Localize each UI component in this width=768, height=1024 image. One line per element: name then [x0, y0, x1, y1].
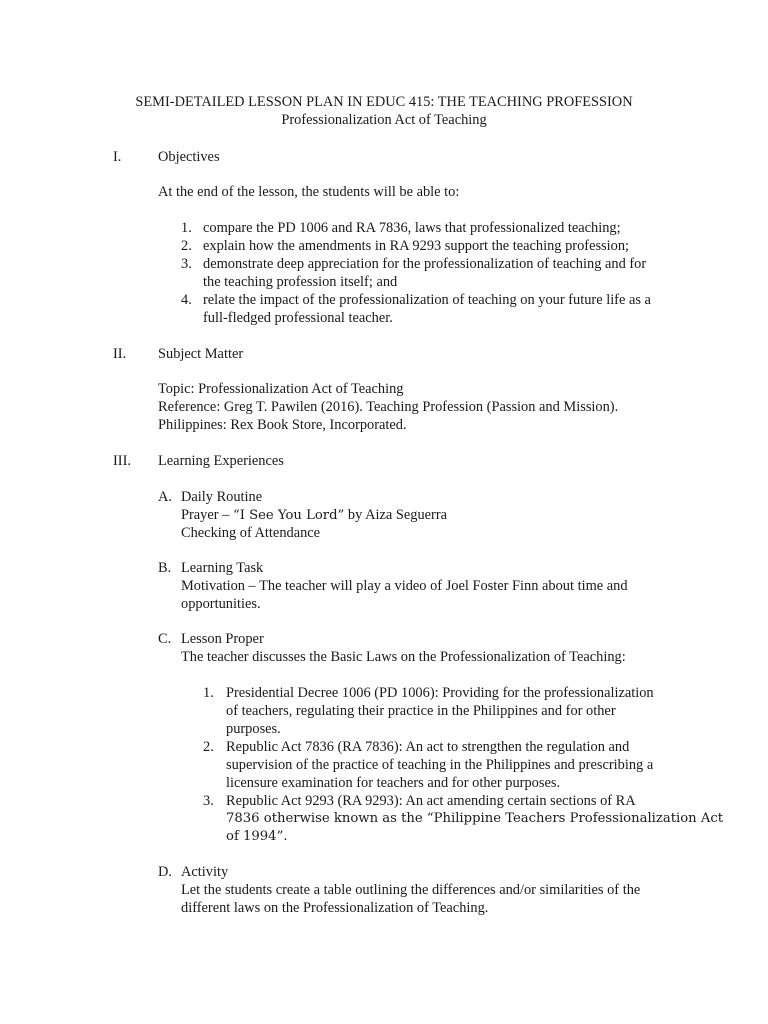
- document-subtitle: Professionalization Act of Teaching: [281, 112, 487, 128]
- law-text: purposes.: [226, 721, 281, 737]
- objective-text: relate the impact of the professionalization of teaching on your future life as a: [203, 292, 651, 308]
- activity-text: Let the students create a table outlining the differences and/or similarities of the: [181, 882, 641, 898]
- objective-text: the teaching profession itself; and: [203, 274, 398, 290]
- law-text: supervision of the practice of teaching in the Philippines and prescribing a: [226, 757, 654, 773]
- subject-reference: Reference: Greg T. Pawilen (2016). Teaching Profession (Passion and Mission).: [158, 399, 619, 415]
- law-text: of 1994”.: [226, 829, 288, 844]
- law-text: Republic Act 9293 (RA 9293): An act amending certain sections of RA: [226, 793, 636, 809]
- subsection-d-title: Activity: [181, 864, 229, 880]
- section-2-numeral: II.: [113, 346, 127, 362]
- objective-text: full-fledged professional teacher.: [203, 310, 393, 326]
- section-1-numeral: I.: [113, 149, 122, 165]
- prayer-line: [181, 506, 447, 525]
- objective-number: 4.: [181, 292, 192, 308]
- subsection-b-title: Learning Task: [181, 560, 264, 576]
- law-text: of teachers, regulating their practice in the Philippines and for other: [226, 703, 616, 719]
- objectives-intro: At the end of the lesson, the students will be able to:: [158, 184, 460, 200]
- subsection-b-letter: B.: [158, 560, 172, 576]
- subject-topic: Topic: Professionalization Act of Teaching: [158, 381, 404, 397]
- law-number: 1.: [203, 685, 214, 701]
- law-text: Republic Act 7836 (RA 7836): An act to strengthen the regulation and: [226, 739, 630, 755]
- law-text: Presidential Decree 1006 (PD 1006): Providing for the professionalization: [226, 685, 654, 701]
- objective-text: compare the PD 1006 and RA 7836, laws that professionalized teaching;: [203, 220, 621, 236]
- section-2-heading: Subject Matter: [158, 346, 244, 362]
- section-1-heading: Objectives: [158, 149, 220, 165]
- section-3-numeral: III.: [113, 453, 131, 469]
- law-number: 2.: [203, 739, 214, 755]
- attendance-line: Checking of Attendance: [181, 525, 321, 541]
- objective-number: 2.: [181, 238, 192, 254]
- subsection-d-letter: D.: [158, 864, 172, 880]
- motivation-text: Motivation – The teacher will play a video of Joel Foster Finn about time and: [181, 578, 628, 594]
- subsection-a-letter: A.: [158, 489, 172, 505]
- objective-text: demonstrate deep appreciation for the professionalization of teaching and for: [203, 256, 647, 272]
- prayer-artist: by Aiza Seguerra: [344, 507, 448, 523]
- subsection-c-letter: C.: [158, 631, 172, 647]
- activity-text: different laws on the Professionalization of Teaching.: [181, 900, 489, 916]
- section-3-heading: Learning Experiences: [158, 453, 284, 469]
- prayer-song-title: “I See You Lord”: [232, 508, 345, 523]
- law-text: 7836 otherwise known as the “Philippine Teachers Professionalization Act: [226, 811, 724, 826]
- law-number: 3.: [203, 793, 214, 809]
- motivation-text: opportunities.: [181, 596, 261, 612]
- subsection-c-title: Lesson Proper: [181, 631, 264, 647]
- law-text: licensure examination for teachers and for other purposes.: [226, 775, 561, 791]
- objective-number: 1.: [181, 220, 192, 236]
- objective-text: explain how the amendments in RA 9293 support the teaching profession;: [203, 238, 630, 254]
- document-title: SEMI-DETAILED LESSON PLAN IN EDUC 415: THE TEACHING PROFESSION: [135, 94, 633, 110]
- prayer-prefix: Prayer –: [181, 507, 233, 523]
- objective-number: 3.: [181, 256, 192, 272]
- subsection-a-title: Daily Routine: [181, 489, 263, 505]
- subject-publisher: Philippines: Rex Book Store, Incorporated.: [158, 417, 407, 433]
- lesson-proper-intro: The teacher discusses the Basic Laws on the Professionalization of Teaching:: [181, 649, 626, 665]
